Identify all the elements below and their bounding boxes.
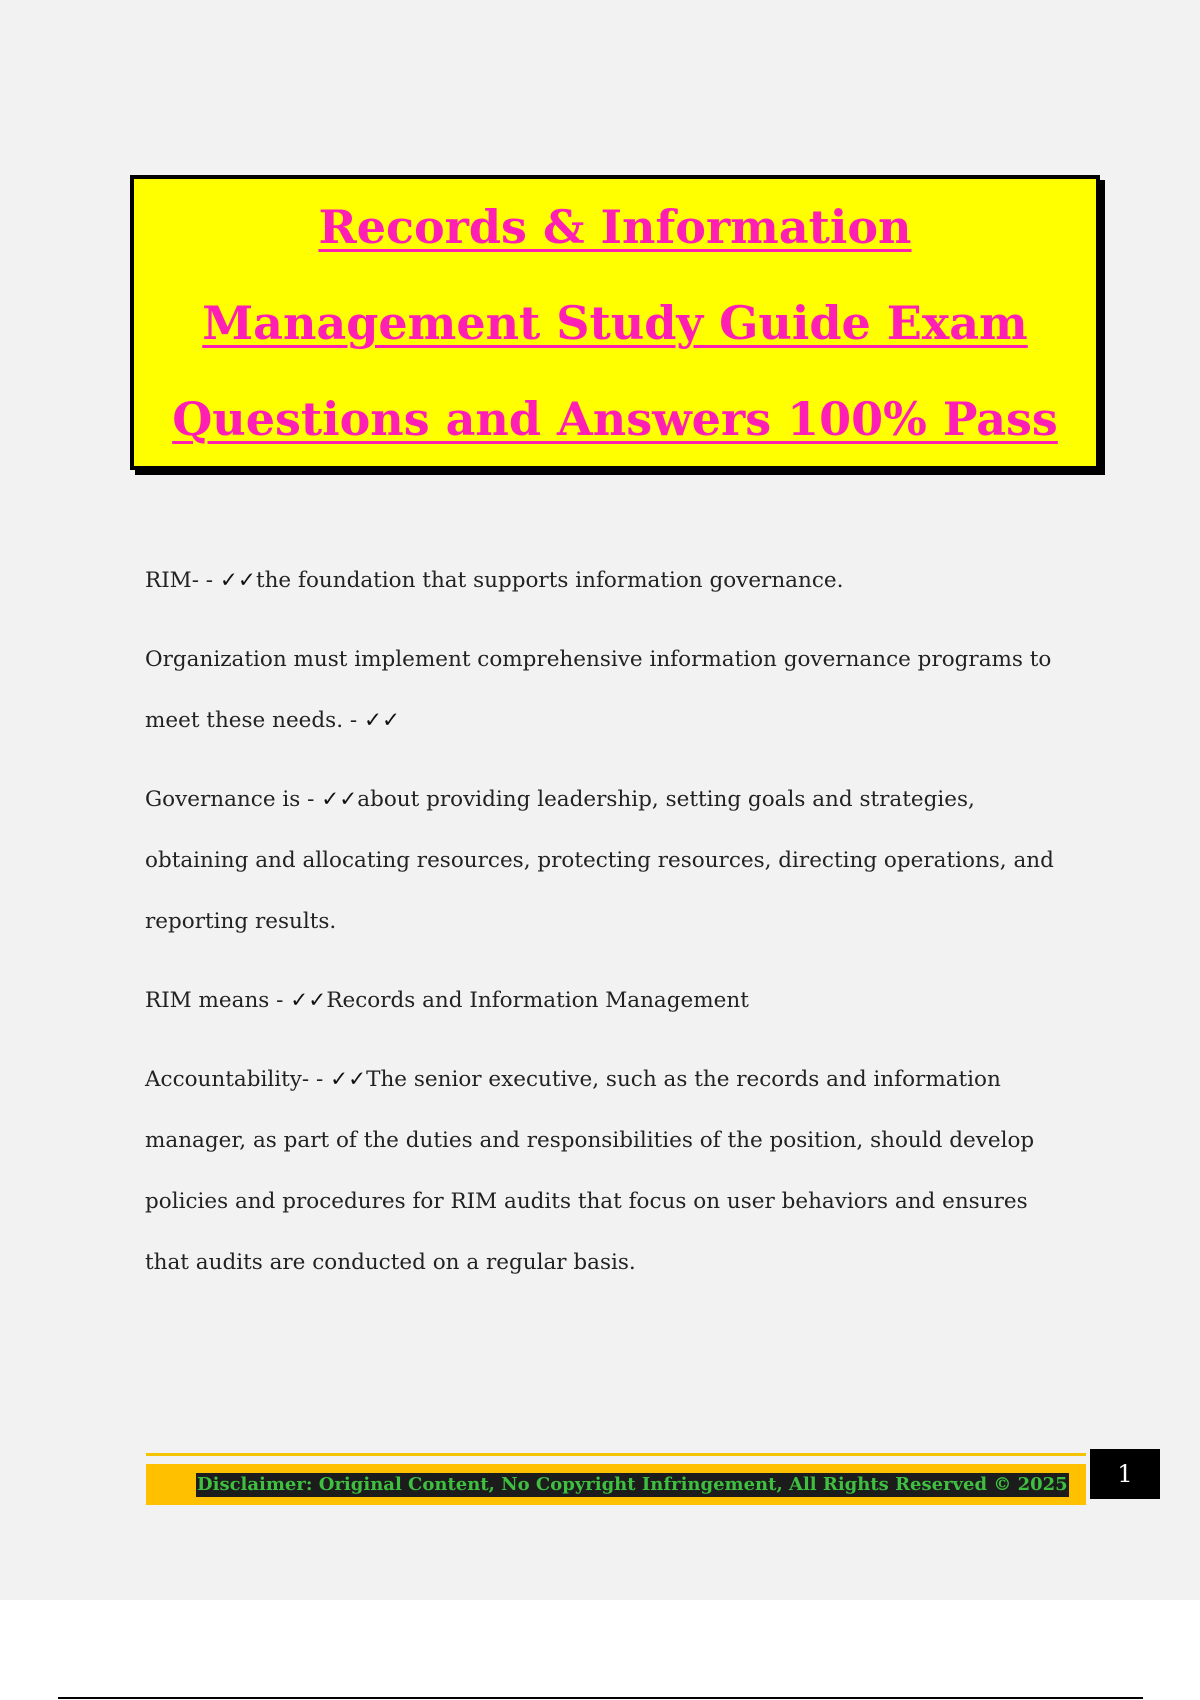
bottom-divider (58, 1697, 1143, 1699)
qa-item-rim (145, 550, 1075, 611)
qa-term: Accountability- - (145, 1067, 331, 1092)
qa-answer: Records and Information Management (326, 988, 749, 1013)
qa-answer: the foundation that supports information governance. (255, 568, 844, 593)
check-icon: ✓✓ (330, 1067, 367, 1092)
check-icon: ✓✓ (321, 787, 358, 812)
qa-item-organization (145, 629, 1075, 751)
title-box (130, 175, 1100, 470)
page-number: 1 (1090, 1449, 1160, 1499)
qa-term: RIM means - (145, 988, 291, 1013)
document-title: Records & Information Management Study Guide Exam Questions and Answers 100% Pass (172, 199, 1058, 446)
check-icon: ✓✓ (363, 708, 400, 733)
qa-term: Governance is - (145, 787, 322, 812)
qa-item-governance (145, 769, 1075, 952)
qa-answer: about providing leadership, setting goals and strategies, obtaining and allocating resources, protecting resources, directing operations, and reporting results. (145, 787, 1054, 934)
document-body (145, 550, 1075, 1311)
check-icon: ✓✓ (219, 568, 256, 593)
footer-band (146, 1453, 1086, 1505)
qa-item-accountability (145, 1049, 1075, 1293)
check-icon: ✓✓ (290, 988, 327, 1013)
qa-term: RIM- - (145, 568, 220, 593)
footer-disclaimer: Disclaimer: Original Content, No Copyright Infringement, All Rights Reserved © 2025 (197, 1474, 1068, 1495)
qa-term: Organization must implement comprehensive information governance programs to meet these needs. - (145, 647, 1052, 733)
qa-item-rim-means (145, 970, 1075, 1031)
qa-answer: The senior executive, such as the records and information manager, as part of the duties and responsibilities of the position, should develop policies and procedures for RIM audits that focus on user behaviors and ensures that audits are conducted on a regular basis. (145, 1067, 1035, 1275)
